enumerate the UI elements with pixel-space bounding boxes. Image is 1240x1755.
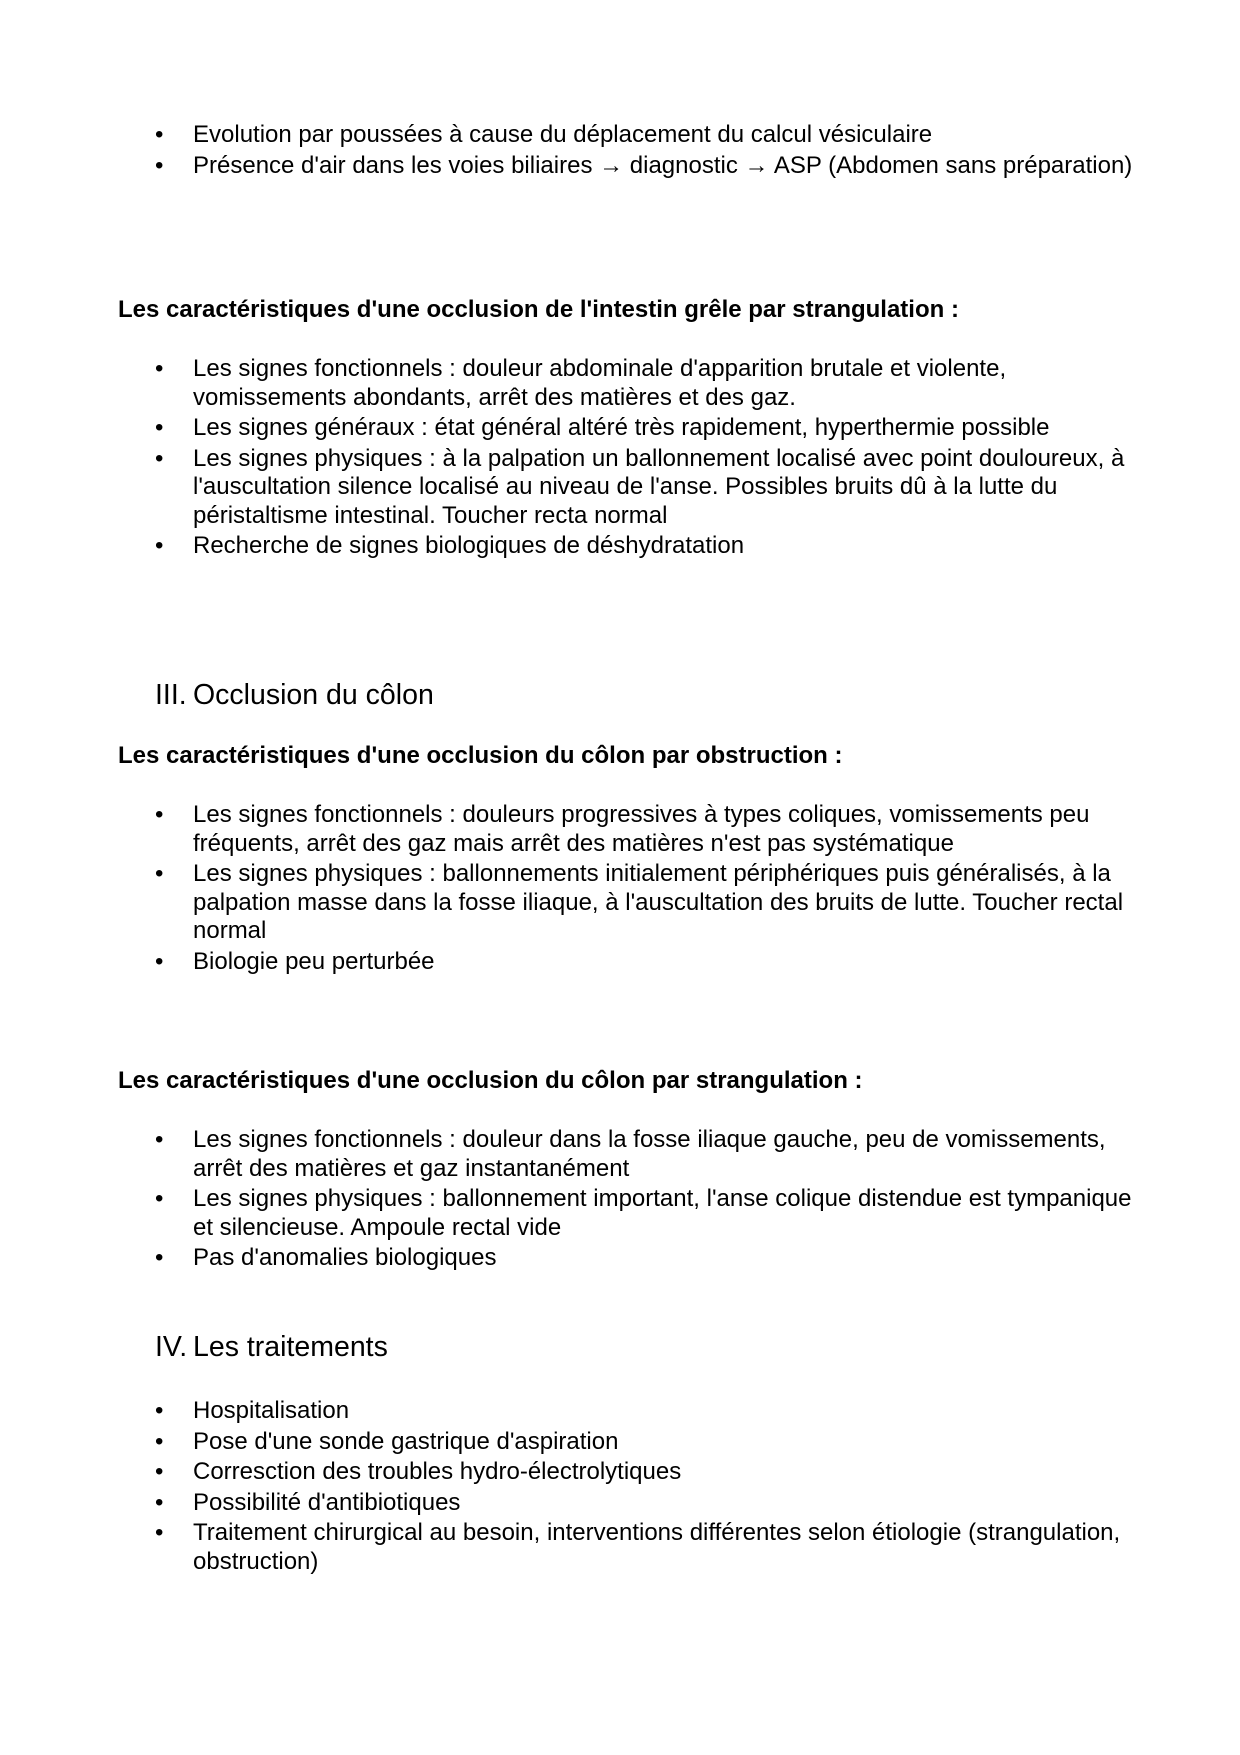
- list-item: • Traitement chirurgical au besoin, interventions différentes selon étiologie (strangulation, obstruction): [0, 1519, 1133, 1576]
- list-item: • Possibilité d'antibiotiques: [0, 1489, 1133, 1518]
- subheading-colon-obstruction: Les caractéristiques d'une occlusion du côlon par obstruction :: [118, 742, 843, 769]
- list-item: • Les signes généraux : état général altéré très rapidement, hyperthermie possible: [0, 414, 1133, 443]
- list-item: • Recherche de signes biologiques de déshydratation: [0, 532, 1133, 561]
- list-item: • Pas d'anomalies biologiques: [0, 1244, 1133, 1273]
- list-item: • Les signes fonctionnels : douleur abdominale d'apparition brutale et violente, vomissements abondants, arrêt des matières et des gaz.: [0, 355, 1133, 412]
- list-item: • Les signes fonctionnels : douleur dans la fosse iliaque gauche, peu de vomissements, arrêt des matières et gaz instantanément: [0, 1126, 1133, 1183]
- colon-strangulation-list: [0, 1126, 1133, 1275]
- list-item: • Evolution par poussées à cause du déplacement du calcul vésiculaire: [0, 121, 1133, 150]
- section-title: Les traitements: [193, 1331, 388, 1363]
- section-heading-4: [155, 1330, 388, 1364]
- list-item: • Les signes physiques : à la palpation un ballonnement localisé avec point douloureux, à l'auscultation silence localisé au niveau de l'anse. Possibles bruits dû à la lutte du péristaltisme intestinal. Toucher recta normal: [0, 445, 1133, 531]
- grele-strangulation-list: [0, 355, 1133, 563]
- list-item: • Les signes physiques : ballonnements initialement périphériques puis généralisés, à la palpation masse dans la fosse iliaque, à l'auscultation des bruits de lutte. Toucher rectal normal: [0, 860, 1133, 946]
- section-heading-3: [155, 678, 434, 712]
- subheading-colon-strangulation: Les caractéristiques d'une occlusion du côlon par strangulation :: [118, 1067, 863, 1094]
- traitements-list: [0, 1397, 1133, 1578]
- section-number: III.: [155, 679, 187, 711]
- section-number: IV.: [155, 1331, 188, 1363]
- list-item: • Biologie peu perturbée: [0, 948, 1133, 977]
- list-item: • Hospitalisation: [0, 1397, 1133, 1426]
- subheading-grele-strangulation: Les caractéristiques d'une occlusion de l'intestin grêle par strangulation :: [118, 296, 959, 323]
- list-item: • Les signes physiques : ballonnement important, l'anse colique distendue est tympanique et silencieuse. Ampoule rectal vide: [0, 1185, 1133, 1242]
- list-item: • Pose d'une sonde gastrique d'aspiration: [0, 1428, 1133, 1457]
- section-title: Occlusion du côlon: [193, 679, 434, 711]
- list-item: • Corresction des troubles hydro-électrolytiques: [0, 1458, 1133, 1487]
- list-item: • Présence d'air dans les voies biliaires → diagnostic → ASP (Abdomen sans préparation): [0, 152, 1133, 181]
- list-item: • Les signes fonctionnels : douleurs progressives à types coliques, vomissements peu fréquents, arrêt des gaz mais arrêt des matières n'est pas systématique: [0, 801, 1133, 858]
- colon-obstruction-list: [0, 801, 1133, 978]
- intro-bullet-list: [0, 121, 1133, 182]
